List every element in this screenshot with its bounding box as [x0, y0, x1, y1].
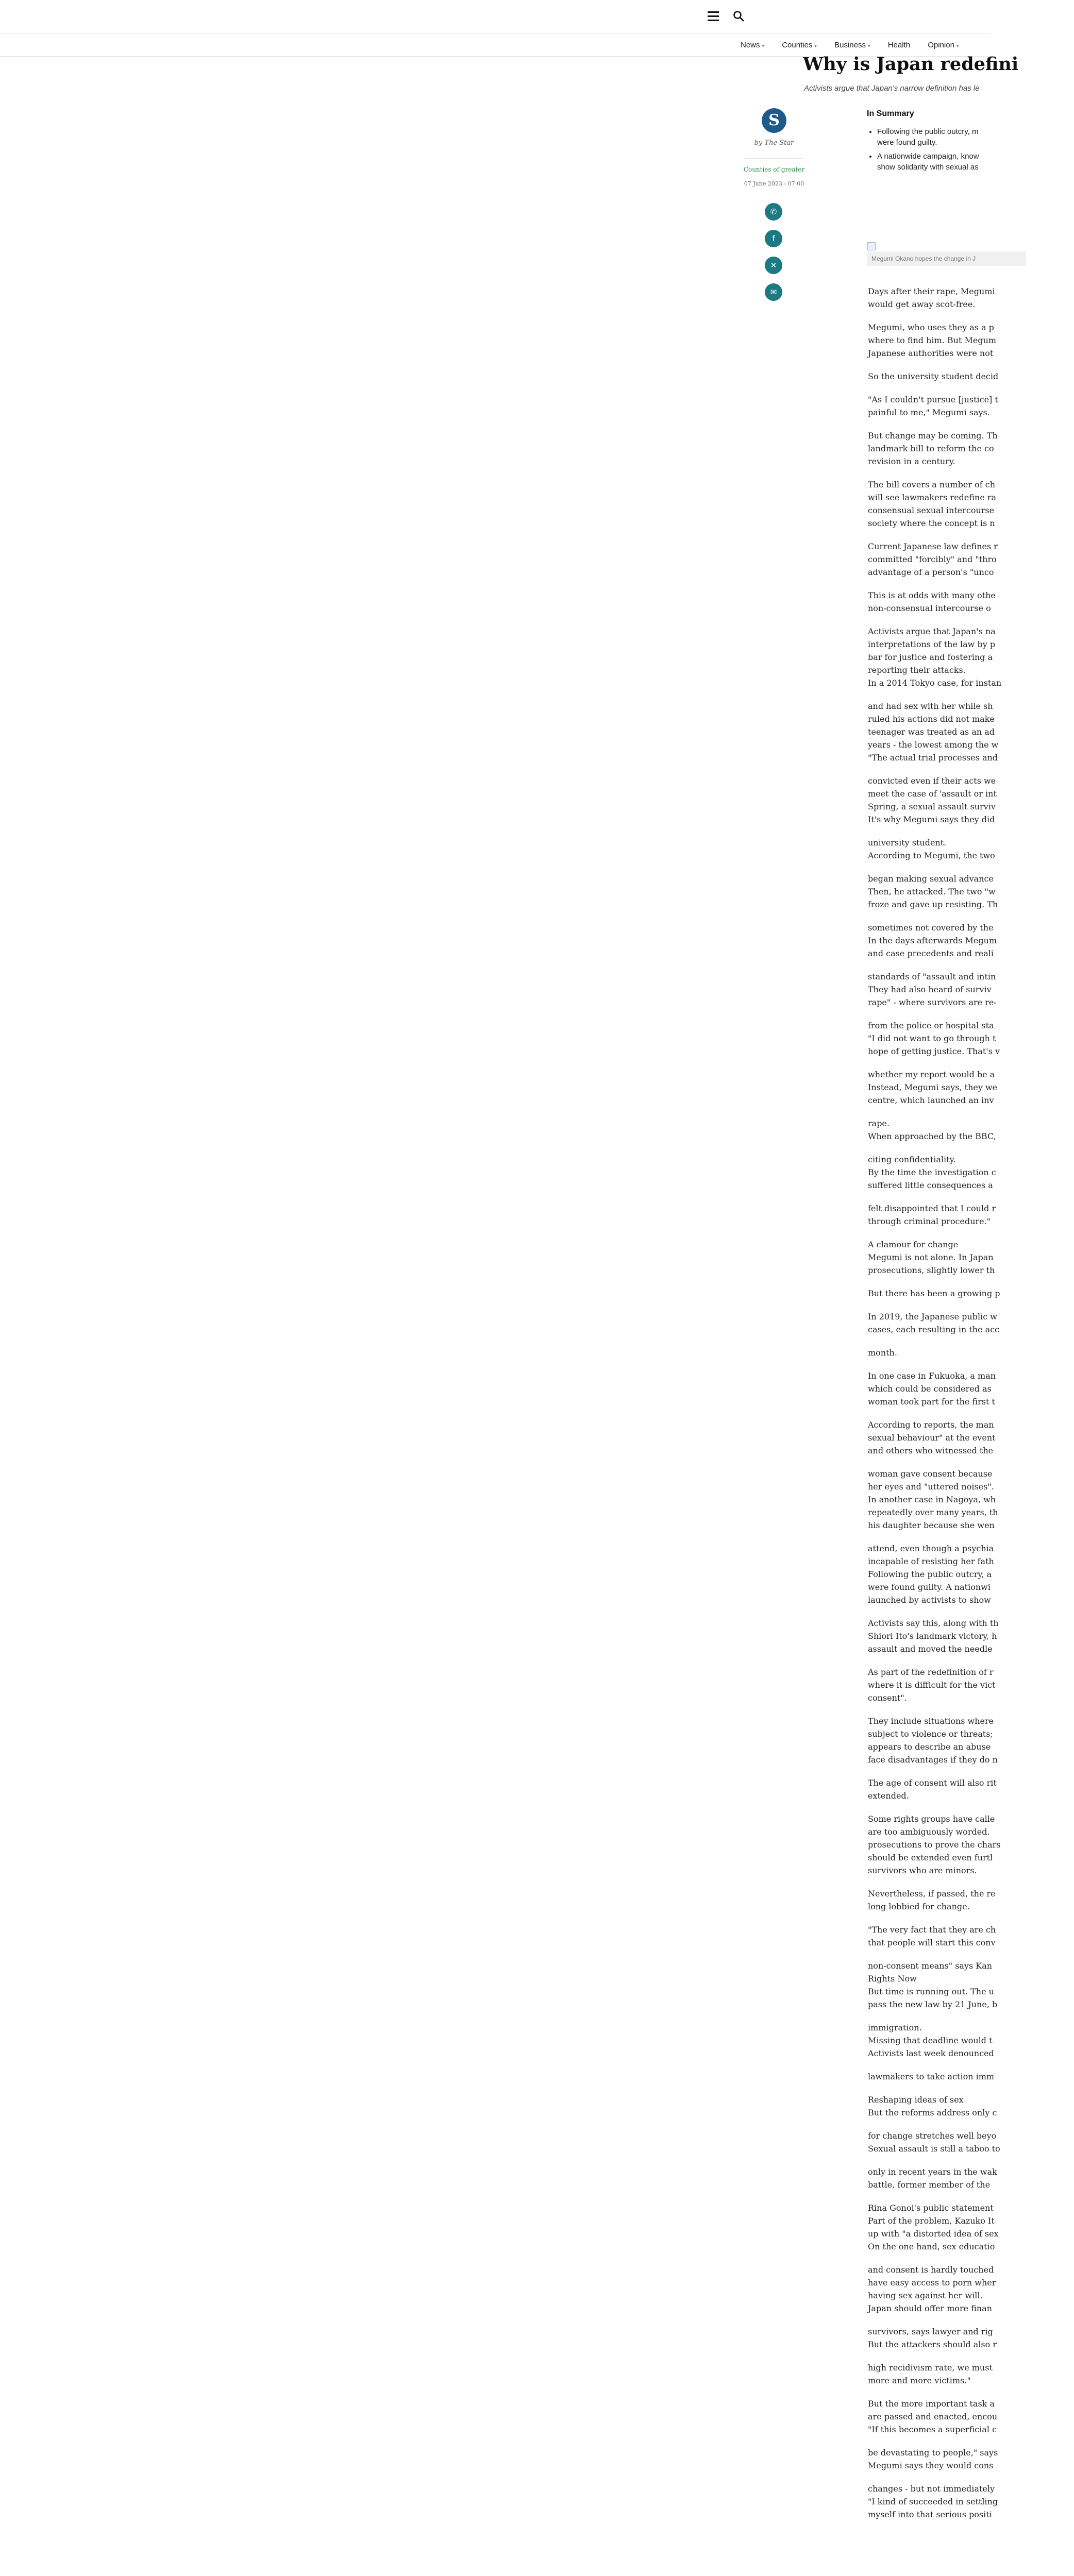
article-paragraph	[868, 1467, 1074, 1532]
summary-item: • Following the public outcry, m were found guilty.	[877, 126, 1011, 148]
paragraph-line: The bill covers a number of ch	[868, 480, 996, 489]
article-paragraph	[868, 1346, 1074, 1359]
paragraph-line: through criminal procedure."	[868, 1216, 991, 1226]
paragraph-line: Nevertheless, if passed, the re	[868, 1889, 996, 1899]
article-body	[868, 285, 1074, 2531]
paragraph-line: month.	[868, 1348, 897, 1358]
paragraph-line: citing confidentiality.	[868, 1155, 956, 1164]
paragraph-line: But there has been a growing p	[868, 1289, 1000, 1298]
paragraph-line: bar for justice and fostering a	[868, 652, 993, 662]
section-link[interactable]: Counties of greater	[743, 166, 805, 173]
paragraph-line: It's why Megumi says they did	[868, 815, 995, 824]
article-paragraph	[868, 2361, 1074, 2387]
paragraph-line: university student.	[868, 838, 947, 848]
paragraph-line: rape" - where survivors are re-	[868, 997, 997, 1007]
section-heading	[868, 2070, 1074, 2083]
search-icon[interactable]	[732, 10, 745, 22]
paragraph-line: only in recent years in the wak	[868, 2167, 997, 2177]
article-paragraph	[868, 700, 1074, 764]
chevron-down-icon: ▾	[956, 43, 959, 48]
paragraph-line: up with "a distorted idea of sex	[868, 2229, 999, 2239]
byline: by The Star	[754, 139, 794, 147]
paragraph-line: The age of consent will also rit	[868, 1778, 997, 1788]
paragraph-line: Shiori Ito's landmark victory, h	[868, 1631, 997, 1641]
paragraph-line: began making sexual advance	[868, 874, 994, 884]
paragraph-line: This is at odds with many othe	[868, 590, 996, 600]
paragraph-line: for change stretches well beyo	[868, 2131, 997, 2141]
paragraph-line: Megumi, who uses they as a p	[868, 323, 994, 332]
paragraph-line: prosecutions to prove the chars	[868, 1840, 1001, 1850]
paragraph-line: In a 2014 Tokyo case, for instan	[868, 678, 1002, 688]
article-paragraph	[868, 2129, 1074, 2155]
paragraph-line: long lobbied for change.	[868, 1902, 970, 1911]
x-share-icon[interactable]: ✕	[765, 257, 782, 274]
nav-item-opinion[interactable]	[928, 41, 959, 49]
summary-list	[867, 126, 1011, 176]
paragraph-line: prosecutions, slightly lower th	[868, 1265, 995, 1275]
paragraph-line: centre, which launched an inv	[868, 1095, 994, 1105]
article-paragraph	[868, 370, 1074, 383]
paragraph-line: launched by activists to show	[868, 1595, 991, 1605]
paragraph-line: standards of "assault and intin	[868, 972, 996, 981]
paragraph-line: from the police or hospital sta	[868, 1021, 994, 1030]
paragraph-line: Missing that deadline would t	[868, 2036, 993, 2045]
paragraph-line: battle, former member of the	[868, 2180, 991, 2190]
paragraph-line: Instead, Megumi says, they we	[868, 1082, 998, 1092]
article-paragraph	[868, 836, 1074, 862]
paragraph-line: should be extended even furtl	[868, 1853, 993, 1862]
paragraph-line: meet the case of 'assault or int	[868, 789, 997, 799]
paragraph-line: Megumi says they would cons	[868, 2461, 994, 2470]
paragraph-line: hope of getting justice. That's v	[868, 1046, 1000, 1056]
email-share-icon[interactable]: ✉	[765, 283, 782, 301]
paragraph-line: sexual behaviour" at the event	[868, 1433, 996, 1443]
paragraph-line: Activists argue that Japan's na	[868, 626, 996, 636]
article-paragraph	[868, 2263, 1074, 2315]
paragraph-line: Japanese authorities were not	[868, 348, 994, 358]
paragraph-line: "The actual trial processes and	[868, 753, 998, 762]
summary-title: In Summary	[867, 109, 914, 118]
paragraph-line: and had sex with her while sh	[868, 701, 993, 711]
paragraph-line: landmark bill to reform the co	[868, 444, 994, 453]
figure-caption: Megumi Okano hopes the change in J	[867, 251, 1026, 266]
article-paragraph	[868, 1887, 1074, 1913]
article-paragraph	[868, 1715, 1074, 1766]
whatsapp-share-icon[interactable]: ✆	[765, 203, 782, 221]
article-paragraph	[868, 921, 1074, 960]
paragraph-line: and others who witnessed the	[868, 1446, 994, 1455]
nav-item-label: Counties	[782, 41, 813, 49]
article-paragraph	[868, 429, 1074, 468]
article-paragraph	[868, 1666, 1074, 1704]
summary-item: • A nationwide campaign, know show solidarity with sexual as	[877, 151, 1011, 173]
paragraph-line: "If this becomes a superficial c	[868, 2425, 997, 2434]
paragraph-line: are passed and enacted, encou	[868, 2412, 998, 2421]
article-paragraph	[868, 1418, 1074, 1457]
paragraph-line: more and more victims."	[868, 2376, 971, 2385]
article-paragraph	[868, 1068, 1074, 1107]
publish-date: 07 June 2023 - 07:00	[744, 180, 804, 187]
article-paragraph	[868, 589, 1074, 615]
paragraph-line: where it is difficult for the vict	[868, 1680, 996, 1690]
paragraph-line: non-consensual intercourse o	[868, 603, 991, 613]
nav-item-health[interactable]	[888, 41, 910, 49]
paragraph-line: froze and gave up resisting. Th	[868, 900, 998, 909]
paragraph-line: be devastating to people," says	[868, 2448, 998, 2458]
paragraph-line: ruled his actions did not make	[868, 714, 995, 724]
paragraph-line: where to find him. But Megum	[868, 335, 997, 345]
paragraph-line: years - the lowest among the w	[868, 740, 999, 750]
paragraph-line: survivors, says lawyer and rig	[868, 2327, 993, 2336]
paragraph-line: teenager was treated as an ad	[868, 727, 995, 737]
paragraph-line: But the more important task a	[868, 2399, 995, 2409]
article-paragraph	[868, 2446, 1074, 2472]
paragraph-line: her eyes and "uttered noises".	[868, 1482, 994, 1492]
paragraph-line: In the days afterwards Megum	[868, 936, 997, 945]
nav-item-label: News	[741, 41, 760, 49]
paragraph-line: rape.	[868, 1118, 890, 1128]
paragraph-line: repeatedly over many years, th	[868, 1507, 998, 1517]
section-heading	[868, 1202, 1074, 1228]
paragraph-line: attend, even though a psychia	[868, 1544, 994, 1553]
paragraph-line: Current Japanese law defines r	[868, 541, 998, 551]
paragraph-line: But the reforms address only c	[868, 2108, 997, 2117]
paragraph-line: face disadvantages if they do n	[868, 1755, 998, 1765]
paragraph-line: subject to violence or threats;	[868, 1729, 993, 1739]
paragraph-line: Activists say this, along with th	[868, 1618, 999, 1628]
paragraph-line: Some rights groups have calle	[868, 1814, 995, 1824]
paragraph-line: and consent is hardly touched	[868, 2265, 994, 2275]
paragraph-line: and case precedents and reali	[868, 948, 994, 958]
article-paragraph	[868, 1617, 1074, 1655]
paragraph-line: In 2019, the Japanese public w	[868, 1312, 997, 1321]
paragraph-line: Days after their rape, Megumi	[868, 286, 995, 296]
paragraph-line: "As I couldn't pursue [justice] t	[868, 395, 998, 404]
paragraph-line: that people will start this conv	[868, 1938, 996, 1947]
paragraph-line: On the one hand, sex educatio	[868, 2242, 995, 2251]
article-paragraph	[868, 625, 1074, 689]
paragraph-line: They include situations where	[868, 1716, 994, 1726]
paragraph-line: So the university student decid	[868, 371, 999, 381]
paragraph-line: According to reports, the man	[868, 1420, 994, 1430]
paragraph-line: appears to describe an abuse	[868, 1742, 991, 1752]
paragraph-line: painful to me," Megumi says.	[868, 408, 990, 417]
paragraph-line: Sexual assault is still a taboo to	[868, 2144, 1000, 2154]
paragraph-line: "The very fact that they are ch	[868, 1925, 996, 1935]
article-paragraph	[868, 540, 1074, 579]
paragraph-line: whether my report would be a	[868, 1070, 995, 1079]
paragraph-line: consent".	[868, 1693, 907, 1703]
top-bar	[0, 0, 989, 33]
paragraph-line: "I did not want to go through t	[868, 1033, 996, 1043]
paragraph-line: changes - but not immediately	[868, 2484, 995, 2494]
paragraph-line: Reshaping ideas of sex	[868, 2095, 964, 2105]
article-paragraph	[868, 872, 1074, 911]
article-paragraph	[868, 2397, 1074, 2436]
article-paragraph	[868, 2165, 1074, 2191]
article-paragraph	[868, 321, 1074, 360]
article-paragraph	[868, 1238, 1074, 1277]
article-paragraph	[868, 2021, 1074, 2060]
paragraph-line: convicted even if their acts we	[868, 776, 996, 786]
hamburger-menu-icon[interactable]	[708, 11, 719, 22]
article-paragraph	[868, 2325, 1074, 2351]
paragraph-line: Then, he attacked. The two "w	[868, 887, 996, 896]
article-subtitle: Activists argue that Japan's narrow definition has le	[804, 84, 980, 93]
paragraph-line: society where the concept is n	[868, 518, 995, 528]
paragraph-line: cases, each resulting in the acc	[868, 1325, 1000, 1334]
paragraph-line: will see lawmakers redefine ra	[868, 493, 997, 502]
divider	[745, 158, 803, 159]
paragraph-line: Japan should offer more finan	[868, 2303, 993, 2313]
article-paragraph	[868, 2482, 1074, 2521]
article-paragraph	[868, 1117, 1074, 1143]
paragraph-line: Activists last week denounced	[868, 2048, 994, 2058]
paragraph-line: pass the new law by 21 June, b	[868, 1999, 998, 2009]
paragraph-line: Spring, a sexual assault surviv	[868, 802, 996, 811]
paragraph-line: When approached by the BBC,	[868, 1131, 996, 1141]
paragraph-line: assault and moved the needle	[868, 1644, 993, 1654]
article-paragraph	[868, 1369, 1074, 1408]
paragraph-line: Megumi is not alone. In Japan	[868, 1252, 994, 1262]
paragraph-line: interpretations of the law by p	[868, 639, 996, 649]
article-paragraph	[868, 1959, 1074, 2011]
paragraph-line: Rights Now	[868, 1974, 917, 1984]
paragraph-line: myself into that serious positi	[868, 2510, 992, 2519]
paragraph-line: would get away scot-free.	[868, 299, 976, 309]
article-paragraph	[868, 1287, 1074, 1300]
chevron-down-icon: ▾	[868, 43, 870, 48]
publisher-logo[interactable]: S	[762, 108, 786, 133]
paragraph-line: Following the public outcry, a	[868, 1569, 992, 1579]
paragraph-line: extended.	[868, 1791, 909, 1801]
article-paragraph	[868, 1776, 1074, 1802]
paragraph-line: reporting their attacks.	[868, 665, 966, 675]
paragraph-line: revision in a century.	[868, 456, 955, 466]
paragraph-line: non-consent means" says Kan	[868, 1961, 993, 1971]
paragraph-line: have easy access to porn wher	[868, 2278, 996, 2287]
chevron-down-icon: ▾	[762, 43, 765, 48]
nav-item-business[interactable]	[834, 41, 870, 49]
nav-item-label: Health	[887, 41, 911, 49]
article-title: Why is Japan redefini	[803, 54, 1019, 75]
paragraph-line: which could be considered as	[868, 1384, 992, 1394]
broken-image-icon	[867, 242, 876, 250]
article-paragraph	[868, 970, 1074, 1009]
article-paragraph	[868, 2093, 1074, 2119]
paragraph-line: A clamour for change	[868, 1240, 959, 1249]
paragraph-line: having sex against her will.	[868, 2291, 983, 2300]
nav-item-news[interactable]	[741, 41, 764, 49]
paragraph-line: In another case in Nagoya, wh	[868, 1495, 996, 1504]
paragraph-line: According to Megumi, the two	[868, 851, 995, 860]
article-paragraph	[868, 1812, 1074, 1877]
paragraph-line: immigration.	[868, 2023, 922, 2032]
article-paragraph	[868, 1019, 1074, 1058]
article-paragraph	[868, 1542, 1074, 1606]
paragraph-line: By the time the investigation c	[868, 1167, 996, 1177]
article-paragraph	[868, 2201, 1074, 2253]
paragraph-line: survivors who are minors.	[868, 1866, 977, 1875]
nav-item-counties[interactable]	[782, 41, 817, 49]
paragraph-line: woman took part for the first t	[868, 1397, 995, 1406]
article-paragraph	[868, 1153, 1074, 1192]
paragraph-line: are too ambiguously worded.	[868, 1827, 990, 1837]
paragraph-line: felt disappointed that I could r	[868, 1204, 996, 1213]
article-paragraph	[868, 478, 1074, 530]
paragraph-line: incapable of resisting her fath	[868, 1556, 994, 1566]
paragraph-line: his daughter because she wen	[868, 1520, 995, 1530]
article-paragraph	[868, 285, 1074, 311]
chevron-down-icon: ▾	[814, 43, 817, 48]
paragraph-line: But the attackers should also r	[868, 2340, 997, 2349]
paragraph-line: But change may be coming. Th	[868, 431, 998, 440]
article-paragraph	[868, 393, 1074, 419]
paragraph-line: advantage of a person's "unco	[868, 567, 994, 577]
paragraph-line: Part of the problem, Kazuko It	[868, 2216, 995, 2226]
article-paragraph	[868, 1310, 1074, 1336]
paragraph-line: woman gave consent because	[868, 1469, 993, 1479]
paragraph-line: suffered little consequences a	[868, 1180, 993, 1190]
paragraph-line: committed "forcibly" and "thro	[868, 554, 997, 564]
article-paragraph	[868, 1923, 1074, 1949]
paragraph-line: sometimes not covered by the	[868, 923, 994, 933]
paragraph-line: high recidivism rate, we must	[868, 2363, 993, 2372]
nav-item-label: Opinion	[928, 41, 954, 49]
paragraph-line: In one case in Fukuoka, a man	[868, 1371, 996, 1381]
paragraph-line: They had also heard of surviv	[868, 985, 992, 994]
paragraph-line: But time is running out. The u	[868, 1987, 994, 1996]
paragraph-line: consensual sexual intercourse	[868, 505, 995, 515]
article-paragraph	[868, 774, 1074, 826]
paragraph-line: were found guilty. A nationwi	[868, 1582, 991, 1592]
nav-item-label: Business	[834, 41, 866, 49]
paragraph-line: "I kind of succeeded in settling	[868, 2497, 998, 2506]
paragraph-line: Rina Gonoi's public statement	[868, 2203, 994, 2213]
paragraph-line: As part of the redefinition of r	[868, 1667, 994, 1677]
paragraph-line: lawmakers to take action imm	[868, 2072, 995, 2081]
facebook-share-icon[interactable]: f	[765, 230, 782, 247]
